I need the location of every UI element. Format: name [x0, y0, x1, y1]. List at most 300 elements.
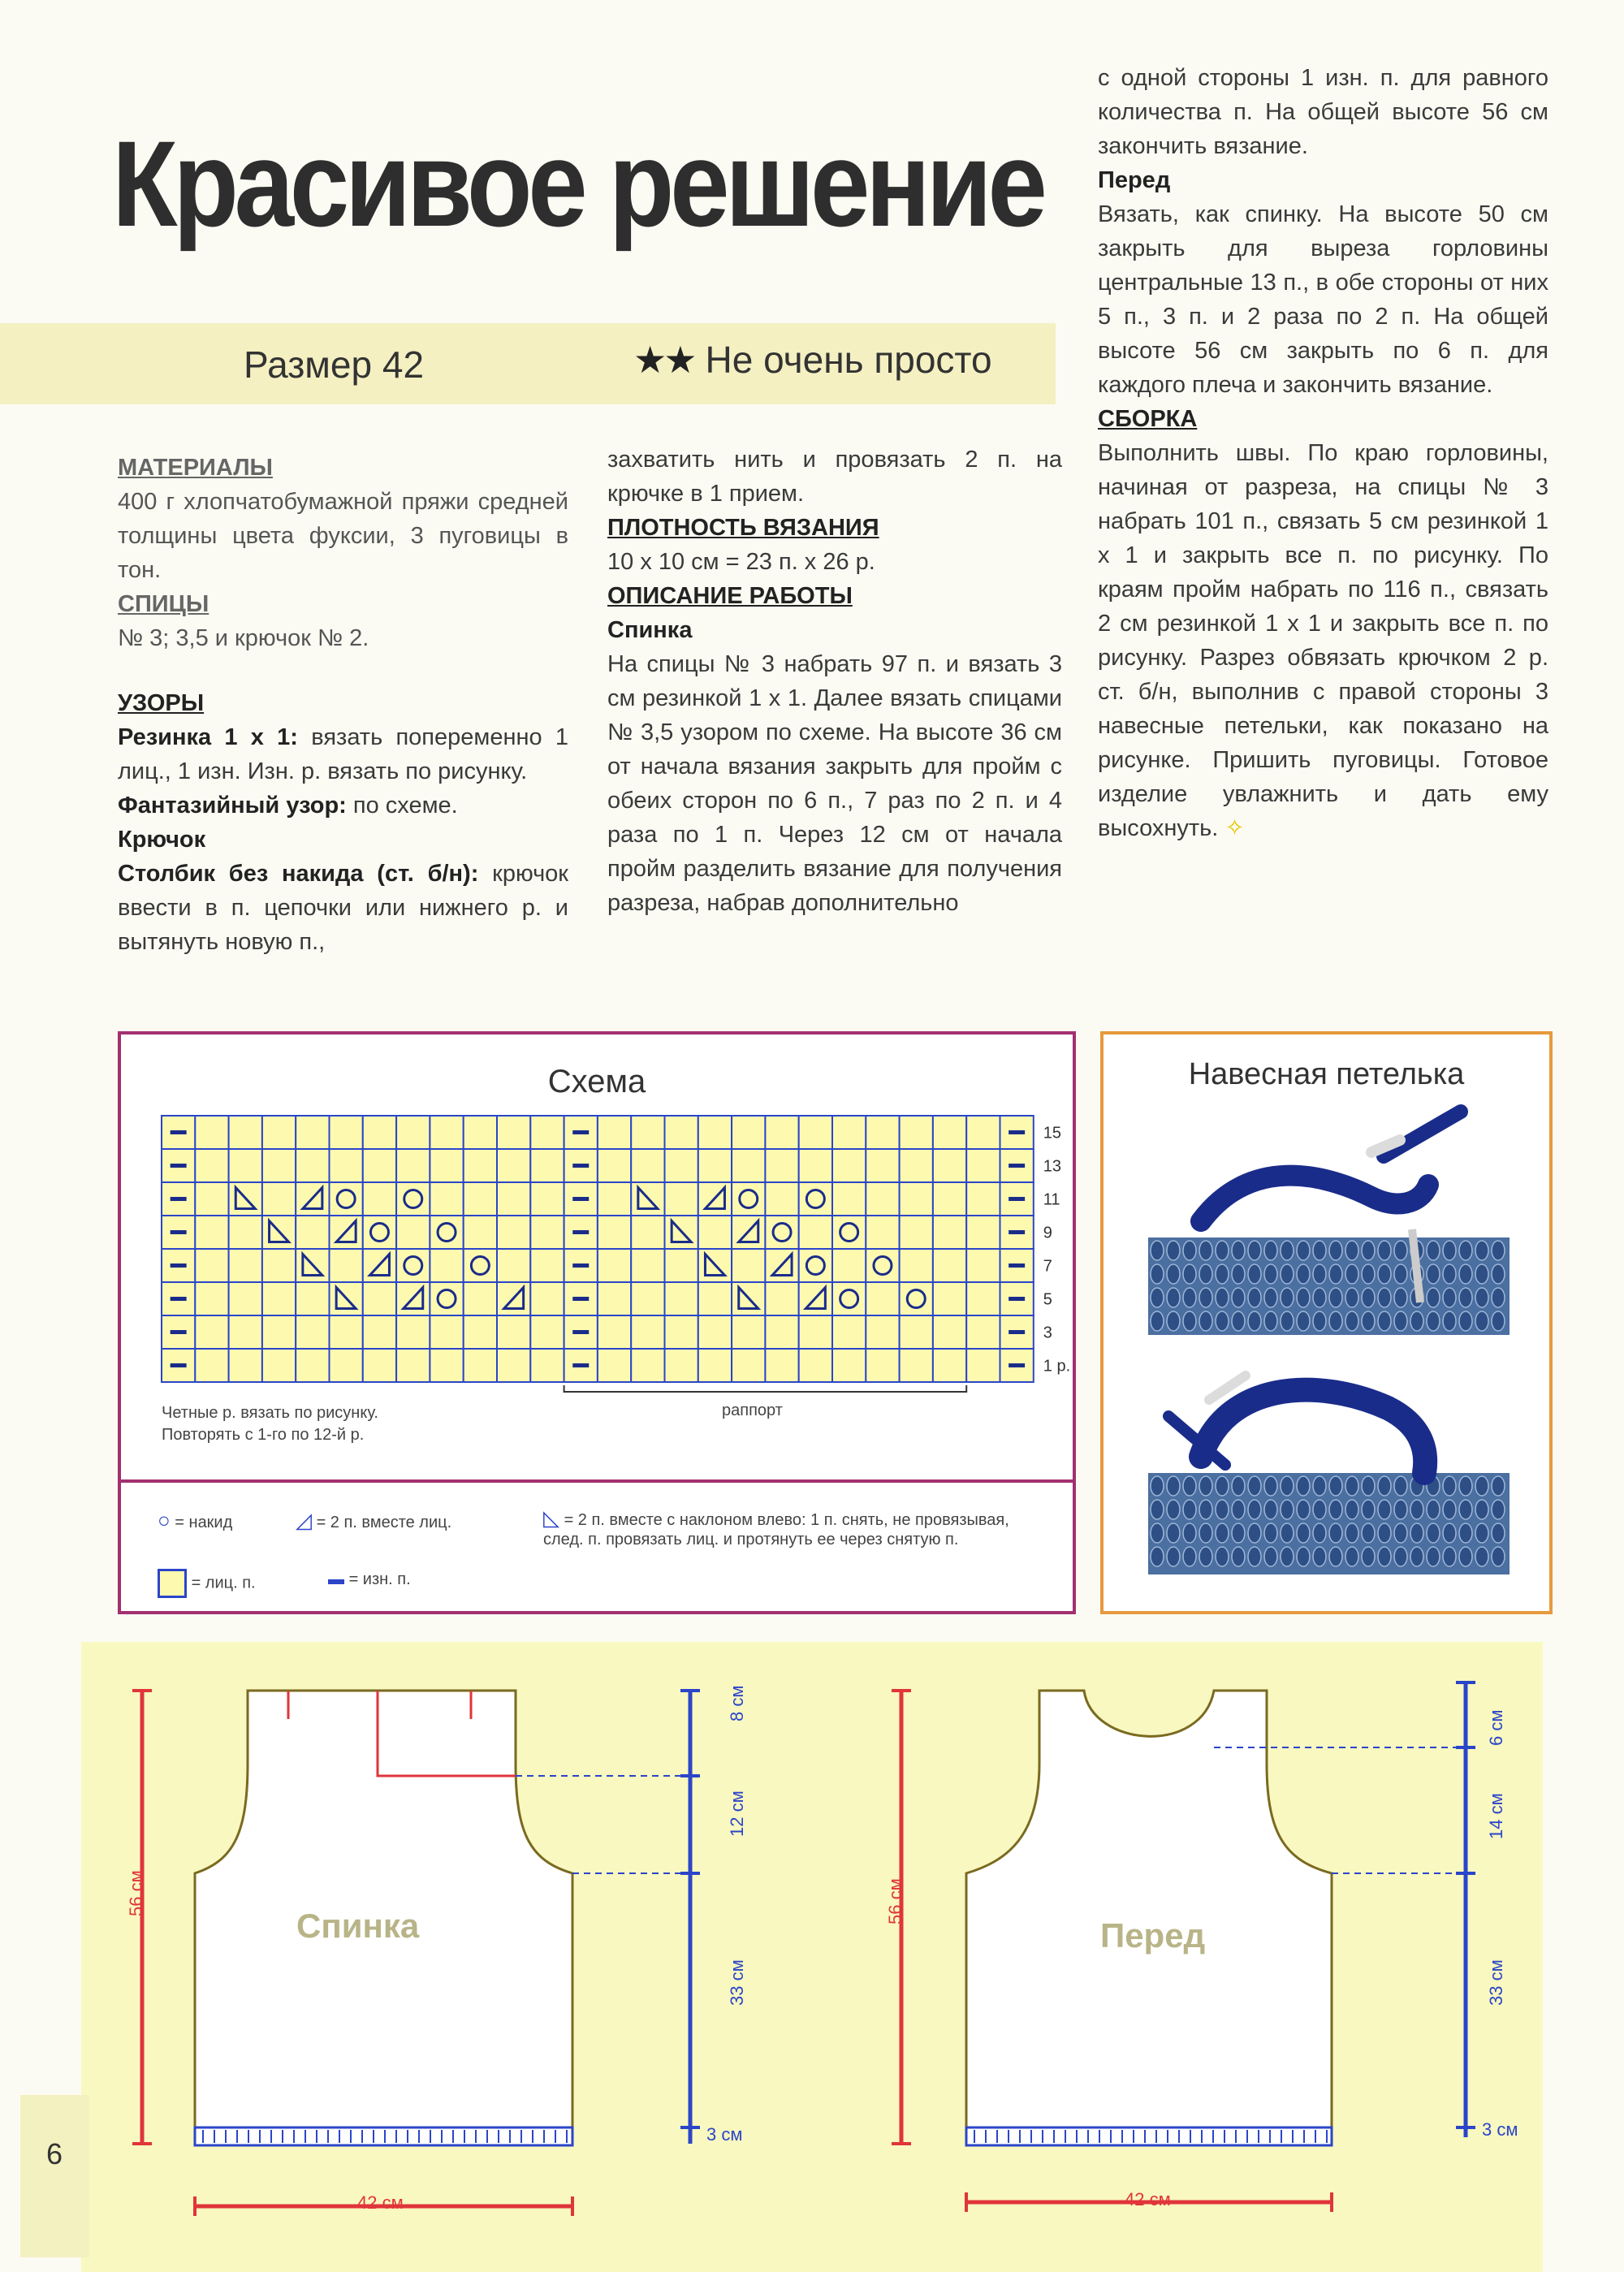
knit-stitch [1394, 1264, 1407, 1284]
legend-purl [328, 1570, 411, 1589]
chart-cell [832, 1282, 866, 1315]
knit-stitch [1345, 1264, 1358, 1284]
chart-cell [665, 1182, 698, 1216]
knit-stitch [1248, 1311, 1261, 1331]
fancy-label: Фантазийный узор: [118, 793, 347, 819]
chart-cell [832, 1349, 866, 1382]
knit-stitch [1167, 1523, 1180, 1543]
chart-cell [866, 1349, 899, 1382]
knit-stitch [1297, 1241, 1310, 1260]
chart-cell [262, 1182, 296, 1216]
chart-cell [363, 1282, 396, 1315]
chart-cell [665, 1282, 698, 1315]
legend-ssk-text: = 2 п. вместе с наклоном влево: 1 п. снять, не провязывая, след. п. провязать лиц. и протянуть ее через снятую п. [543, 1511, 1009, 1549]
chart-cell [799, 1349, 832, 1382]
chart-cell [665, 1116, 698, 1149]
knit-stitch [1394, 1523, 1407, 1543]
knit-stitch [1216, 1264, 1229, 1284]
gauge-text: 10 х 10 см = 23 п. х 26 р. [607, 549, 875, 575]
chart-cell [229, 1315, 262, 1349]
chart-cell [229, 1216, 262, 1249]
knit-stitch [1345, 1288, 1358, 1307]
chart-cell [866, 1249, 899, 1282]
knit-stitch [1492, 1311, 1505, 1331]
chart-cell [631, 1216, 664, 1249]
knit-stitch [1362, 1547, 1375, 1566]
chart-cell [765, 1149, 798, 1182]
knit-stitch [1199, 1241, 1212, 1260]
knit-cell-icon [158, 1569, 187, 1598]
chart-cell [195, 1182, 228, 1216]
knit-stitch [1394, 1241, 1407, 1260]
chart-cell [900, 1149, 933, 1182]
chart-cell [396, 1315, 430, 1349]
size-label: Размер 42 [244, 343, 425, 386]
materials-heading: МАТЕРИАЛЫ [118, 455, 273, 481]
back-label: Спинка [296, 1907, 420, 1945]
knit-stitch [1459, 1311, 1472, 1331]
chart-cell [832, 1116, 866, 1149]
knit-stitch [1313, 1523, 1326, 1543]
front-seg1-label: 6 см [1486, 1709, 1506, 1746]
knit-stitch [1459, 1547, 1472, 1566]
chart-cell [464, 1315, 497, 1349]
garment-schematics [0, 1642, 1624, 2272]
knit-stitch [1378, 1547, 1391, 1566]
chart-cell [296, 1116, 329, 1149]
row-label: 15 [1043, 1124, 1062, 1142]
chart-cell [262, 1149, 296, 1182]
k2tog-icon: ◿ [296, 1508, 312, 1532]
knit-stitch [1378, 1476, 1391, 1496]
chart-cell [900, 1116, 933, 1149]
knit-stitch [1216, 1523, 1229, 1543]
knit-stitch [1151, 1311, 1164, 1331]
back-seg4-label: 3 см [706, 2124, 743, 2145]
chart-cell [195, 1349, 228, 1382]
knit-stitch [1167, 1288, 1180, 1307]
chart-cell [430, 1282, 463, 1315]
knit-stitch [1427, 1288, 1440, 1307]
chart-cell [330, 1182, 363, 1216]
knit-stitch [1427, 1264, 1440, 1284]
chart-cell [933, 1149, 966, 1182]
knit-stitch [1281, 1241, 1294, 1260]
knit-stitch [1475, 1311, 1488, 1331]
chart-cell [832, 1249, 866, 1282]
front-seg4-label: 3 см [1482, 2119, 1518, 2140]
knit-stitch [1345, 1500, 1358, 1519]
knit-stitch [1281, 1311, 1294, 1331]
knit-stitch [1443, 1241, 1456, 1260]
knit-stitch [1264, 1500, 1277, 1519]
chart-cell [598, 1349, 631, 1382]
knitted-fabric-top [1148, 1238, 1510, 1335]
knit-stitch [1183, 1500, 1196, 1519]
chart-cell [262, 1315, 296, 1349]
chart-cell [631, 1116, 664, 1149]
knit-stitch [1264, 1264, 1277, 1284]
sc-paragraph [118, 857, 568, 959]
knit-stitch [1362, 1264, 1375, 1284]
chart-cell [497, 1116, 530, 1149]
chart-cell [732, 1182, 765, 1216]
sc-continued-text: захватить нить и провязать 2 п. на крючке в 1 прием. [607, 447, 1062, 507]
chart-cell [900, 1349, 933, 1382]
chart-cell [598, 1315, 631, 1349]
back-width-label: 42 см [357, 2192, 404, 2213]
knit-stitch [1475, 1264, 1488, 1284]
back-heading: Спинка [607, 617, 693, 643]
chart-cell [832, 1149, 866, 1182]
knit-stitch [1183, 1264, 1196, 1284]
knit-stitch [1475, 1500, 1488, 1519]
knit-stitch [1459, 1241, 1472, 1260]
knit-stitch [1216, 1547, 1229, 1566]
schema-panel [118, 1031, 1076, 1614]
chart-cell [598, 1116, 631, 1149]
fancy-text: по схеме. [352, 793, 458, 819]
knit-stitch [1297, 1288, 1310, 1307]
legend-yo [158, 1508, 232, 1533]
chart-cell [966, 1149, 1000, 1182]
loop-yarn-top [1201, 1176, 1428, 1221]
back-continued-text: с одной стороны 1 изн. п. для равного количества п. На общей высоте 56 см закончить вязание. [1098, 65, 1548, 159]
knit-stitch [1199, 1523, 1212, 1543]
chart-cell [933, 1315, 966, 1349]
knit-stitch [1151, 1547, 1164, 1566]
chart-cell [330, 1349, 363, 1382]
knit-stitch [1378, 1500, 1391, 1519]
chart-cell [832, 1182, 866, 1216]
front-label: Перед [1100, 1916, 1206, 1955]
back-text: На спицы № 3 набрать 97 п. и вязать 3 см резинкой 1 х 1. Далее вязать спицами № 3,5 узором по схеме. На высоте 36 см от начала вязания закрыть для пройм с обеих сторон по 6 п., 7 раз по 2 п. и 4 раза по 1 п. Через 12 см от начала пройм разделить вязание для получения разреза, набрав дополнительно [607, 651, 1062, 916]
knit-stitch [1183, 1288, 1196, 1307]
knit-stitch [1297, 1311, 1310, 1331]
knit-stitch [1443, 1264, 1456, 1284]
chart-cell [598, 1149, 631, 1182]
knitted-fabric-bottom [1148, 1473, 1510, 1574]
gauge-heading: ПЛОТНОСТЬ ВЯЗАНИЯ [607, 515, 879, 541]
chart-cell [464, 1182, 497, 1216]
chart-cell [765, 1282, 798, 1315]
chart-cell [530, 1315, 564, 1349]
knit-stitch [1183, 1311, 1196, 1331]
knit-stitch [1345, 1476, 1358, 1496]
chart-cell [530, 1216, 564, 1249]
chart-cell [598, 1216, 631, 1249]
chart-cell [966, 1249, 1000, 1282]
knit-stitch [1459, 1476, 1472, 1496]
knit-stitch [1313, 1547, 1326, 1566]
chart-cell [430, 1182, 463, 1216]
knit-stitch [1410, 1500, 1423, 1519]
chart-cell [464, 1149, 497, 1182]
chart-cell [900, 1282, 933, 1315]
knit-stitch [1232, 1523, 1245, 1543]
rapport-bracket [564, 1385, 967, 1392]
chart-cell [363, 1116, 396, 1149]
knit-stitch [1151, 1523, 1164, 1543]
row-label: 11 [1043, 1190, 1060, 1209]
chart-cell [732, 1249, 765, 1282]
chart-cell [933, 1182, 966, 1216]
chart-cell [765, 1116, 798, 1149]
knit-stitch [1329, 1264, 1342, 1284]
chart-cell [966, 1315, 1000, 1349]
row-label: 5 [1043, 1290, 1052, 1309]
knit-stitch [1475, 1476, 1488, 1496]
chart-cell [262, 1282, 296, 1315]
knit-stitch [1151, 1500, 1164, 1519]
knit-stitch [1475, 1547, 1488, 1566]
chart-cell [497, 1149, 530, 1182]
knit-stitch [1313, 1288, 1326, 1307]
chart-cell [363, 1216, 396, 1249]
knit-stitch [1475, 1288, 1488, 1307]
chart-cell [195, 1116, 228, 1149]
chart-cell [497, 1249, 530, 1282]
chart-cell [296, 1216, 329, 1249]
knit-stitch [1183, 1476, 1196, 1496]
chart-cell [698, 1149, 732, 1182]
chart-cell [765, 1182, 798, 1216]
knit-stitch [1378, 1241, 1391, 1260]
chart-cell [765, 1349, 798, 1382]
chart-cell [900, 1182, 933, 1216]
knit-stitch [1362, 1523, 1375, 1543]
knit-stitch [1492, 1523, 1505, 1543]
knit-stitch [1443, 1311, 1456, 1331]
knit-stitch [1459, 1523, 1472, 1543]
knit-stitch [1345, 1523, 1358, 1543]
hook-heading: Крючок [118, 827, 206, 853]
loop-title: Навесная петелька [1188, 1057, 1465, 1091]
chart-cell [598, 1182, 631, 1216]
chart-cell [330, 1149, 363, 1182]
chart-cell [900, 1315, 933, 1349]
knit-stitch [1362, 1288, 1375, 1307]
knit-stitch [1378, 1288, 1391, 1307]
chart-cell [799, 1116, 832, 1149]
knit-stitch [1345, 1241, 1358, 1260]
chart-cell [966, 1116, 1000, 1149]
knit-stitch [1248, 1264, 1261, 1284]
knit-stitch [1329, 1476, 1342, 1496]
knit-stitch [1443, 1523, 1456, 1543]
chart-cell [866, 1315, 899, 1349]
legend-knit-text: = лиц. п. [191, 1574, 256, 1592]
knit-stitch [1264, 1523, 1277, 1543]
chart-cell [363, 1149, 396, 1182]
knit-stitch [1313, 1241, 1326, 1260]
chart-cell [799, 1249, 832, 1282]
knit-stitch [1264, 1311, 1277, 1331]
knit-stitch [1297, 1264, 1310, 1284]
needles-text: № 3; 3,5 и крючок № 2. [118, 625, 369, 651]
knit-stitch [1313, 1476, 1326, 1496]
chart-cell [799, 1315, 832, 1349]
chart-cell [430, 1216, 463, 1249]
knit-stitch [1345, 1547, 1358, 1566]
knit-stitch [1199, 1547, 1212, 1566]
text-column-2 [607, 443, 1062, 920]
knit-stitch [1167, 1500, 1180, 1519]
knit-stitch [1329, 1547, 1342, 1566]
knit-stitch [1427, 1523, 1440, 1543]
chart-cell [698, 1282, 732, 1315]
chart-cell [195, 1315, 228, 1349]
knit-stitch [1475, 1241, 1488, 1260]
chart-cell [464, 1349, 497, 1382]
chart-cell [195, 1216, 228, 1249]
chart-cell [530, 1349, 564, 1382]
knit-stitch [1216, 1500, 1229, 1519]
front-width-label: 42 см [1125, 2189, 1171, 2209]
knit-stitch [1410, 1547, 1423, 1566]
row-label: 3 [1043, 1324, 1052, 1342]
knit-stitch [1345, 1311, 1358, 1331]
chart-cell [464, 1116, 497, 1149]
knit-stitch [1248, 1241, 1261, 1260]
legend-knit [158, 1569, 256, 1598]
knit-stitch [1378, 1311, 1391, 1331]
chart-cell [598, 1282, 631, 1315]
rapport-label: раппорт [722, 1402, 783, 1419]
knit-stitch [1151, 1288, 1164, 1307]
assembly-heading: СБОРКА [1098, 406, 1198, 432]
chart-cell [530, 1116, 564, 1149]
knit-stitch [1216, 1311, 1229, 1331]
knit-stitch [1492, 1288, 1505, 1307]
chart-cell [396, 1149, 430, 1182]
knit-stitch [1297, 1547, 1310, 1566]
chart-cell [430, 1116, 463, 1149]
chart-cell [430, 1249, 463, 1282]
chart-cell [229, 1282, 262, 1315]
chart-cell [262, 1249, 296, 1282]
knit-stitch [1199, 1311, 1212, 1331]
knit-stitch [1329, 1288, 1342, 1307]
chart-cell [698, 1116, 732, 1149]
chart-cell [430, 1315, 463, 1349]
knit-stitch [1297, 1523, 1310, 1543]
knit-stitch [1216, 1241, 1229, 1260]
knit-stitch [1232, 1264, 1245, 1284]
row-label: 7 [1043, 1257, 1052, 1276]
knit-stitch [1183, 1547, 1196, 1566]
chart-cell [732, 1315, 765, 1349]
knit-stitch [1394, 1311, 1407, 1331]
chart-cell [530, 1182, 564, 1216]
rib-text: вязать попеременно 1 лиц., 1 изн. Изн. р. вязать по рисунку. [118, 724, 568, 784]
hook-yarn-icon [1384, 1112, 1461, 1156]
knit-stitch [1378, 1523, 1391, 1543]
chart-cell [665, 1349, 698, 1382]
chart-cell [866, 1216, 899, 1249]
chart-cell [631, 1149, 664, 1182]
front-seg3-label: 33 см [1486, 1959, 1506, 2006]
chart-cell [262, 1116, 296, 1149]
chart-cell [464, 1249, 497, 1282]
knit-stitch [1264, 1241, 1277, 1260]
chart-cell [765, 1216, 798, 1249]
page-number: 6 [46, 2137, 63, 2170]
knit-stitch [1167, 1311, 1180, 1331]
chart-cell [296, 1282, 329, 1315]
star-icon: ★★ [633, 339, 694, 381]
knit-stitch [1199, 1288, 1212, 1307]
chart-cell [966, 1349, 1000, 1382]
chart-cell [363, 1315, 396, 1349]
chart-cell [330, 1249, 363, 1282]
fancy-paragraph [118, 788, 568, 823]
chart-cell [732, 1116, 765, 1149]
back-seg3-label: 33 см [727, 1959, 747, 2006]
knit-stitch [1394, 1547, 1407, 1566]
legend-yo-text: = накид [175, 1514, 233, 1531]
knit-stitch [1264, 1547, 1277, 1566]
chart-cell [330, 1315, 363, 1349]
knit-stitch [1492, 1241, 1505, 1260]
knit-stitch [1248, 1476, 1261, 1496]
knit-stitch [1264, 1288, 1277, 1307]
chart-cell [229, 1116, 262, 1149]
knit-stitch [1167, 1476, 1180, 1496]
knit-stitch [1281, 1476, 1294, 1496]
knit-stitch [1248, 1547, 1261, 1566]
knit-stitch [1216, 1476, 1229, 1496]
knit-stitch [1281, 1288, 1294, 1307]
chart-cell [665, 1249, 698, 1282]
knit-stitch [1216, 1288, 1229, 1307]
knit-stitch [1394, 1500, 1407, 1519]
chart-grid [162, 1116, 1034, 1382]
chart-cell [363, 1349, 396, 1382]
front-seg2-label: 14 см [1486, 1793, 1506, 1839]
knit-stitch [1427, 1500, 1440, 1519]
knit-stitch [1248, 1523, 1261, 1543]
chart-cell [799, 1216, 832, 1249]
chart-cell [900, 1249, 933, 1282]
yo-icon: ○ [158, 1508, 171, 1532]
knit-stitch [1427, 1547, 1440, 1566]
chart-cell [631, 1282, 664, 1315]
description-heading: ОПИСАНИЕ РАБОТЫ [607, 583, 853, 609]
chart-cell [296, 1149, 329, 1182]
chart-cell [530, 1282, 564, 1315]
schema-note-1: Четные р. вязать по рисунку. [162, 1404, 378, 1422]
chart-cell [530, 1149, 564, 1182]
knit-stitch [1362, 1241, 1375, 1260]
knit-stitch [1167, 1547, 1180, 1566]
knit-stitch [1459, 1264, 1472, 1284]
loop-yarn-bottom [1201, 1390, 1425, 1473]
knit-stitch [1394, 1288, 1407, 1307]
chart-cell [866, 1149, 899, 1182]
loop-panel [1100, 1031, 1553, 1614]
assembly-text: Выполнить швы. По краю горловины, начиная от разреза, на спицы № 3 набрать 101 п., связать 5 см резинкой 1 х 1 и закрыть все п. по рисунку. По краям пройм набрать по 116 п., связать 2 см резинкой 1 х 1 и закрыть все п. по рисунку. Разрез обвязать крючком 2 р. ст. б/н, выполнив с правой стороны 3 навесные петельки, как показано на рисунке. Пришить пуговицы. Готовое изделие увлажнить и дать ему высохнуть. [1098, 440, 1548, 841]
chart-cell [296, 1349, 329, 1382]
chart-cell [396, 1349, 430, 1382]
schema-title: Схема [547, 1064, 646, 1099]
back-height-label: 56 см [126, 1870, 146, 1916]
chart-cell [631, 1249, 664, 1282]
patterns-heading: УЗОРЫ [118, 690, 205, 716]
knit-stitch [1297, 1500, 1310, 1519]
chart-cell [665, 1149, 698, 1182]
chart-cell [330, 1116, 363, 1149]
